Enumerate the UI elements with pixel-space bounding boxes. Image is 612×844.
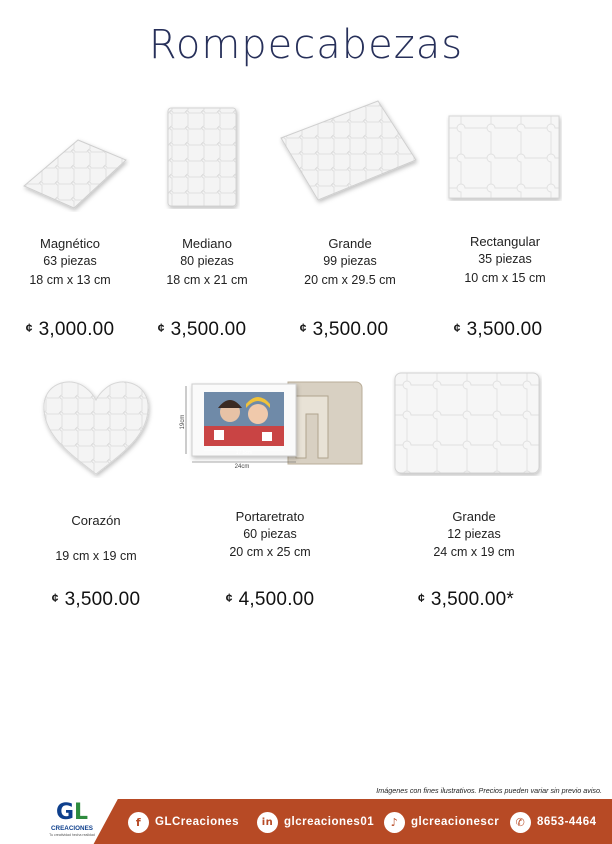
product-pieces: 35 piezas [478, 252, 532, 266]
linkedin-link[interactable] [257, 810, 374, 834]
product-pieces: 63 piezas [43, 254, 97, 268]
currency-symbol: ¢ [157, 321, 165, 335]
magnetic-puzzle-image [18, 128, 130, 212]
page-title: Rompecabezas [148, 22, 464, 68]
large-12-piece-puzzle-image [392, 370, 542, 476]
price-value: 3,500.00 [64, 589, 141, 610]
product-price [274, 319, 414, 341]
whatsapp-number: 8653-4464 [537, 816, 597, 828]
currency-symbol: ¢ [51, 591, 59, 605]
tiktok-link[interactable] [384, 810, 499, 834]
facebook-icon: f [128, 812, 149, 833]
currency-symbol: ¢ [225, 591, 233, 605]
product-name: Grande [328, 236, 372, 251]
product-price [396, 589, 536, 611]
linkedin-icon: in [257, 812, 278, 833]
product-price [0, 319, 140, 341]
price-value: 3,500.00 [312, 319, 389, 340]
price-value: 4,500.00 [238, 589, 315, 610]
product-price [428, 319, 568, 341]
product-name: Grande [452, 509, 496, 524]
large-puzzle-image [278, 98, 420, 208]
heart-puzzle-image [38, 374, 154, 478]
disclaimer-text: Imágenes con fines ilustrativos. Precios pueden variar sin previo aviso. [376, 786, 602, 795]
currency-symbol: ¢ [417, 591, 425, 605]
tiktok-handle: glcreacionescr [411, 816, 500, 828]
product-name: Portaretrato [235, 509, 305, 524]
currency-symbol: ¢ [453, 321, 461, 335]
product-pieces: 80 piezas [180, 254, 234, 268]
brand-logo [48, 800, 96, 840]
medium-puzzle-image [164, 105, 240, 209]
product-price [200, 589, 340, 611]
whatsapp-icon: ✆ [510, 812, 531, 833]
product-name: Magnético [40, 236, 100, 251]
facebook-link[interactable] [128, 810, 239, 834]
product-name: Rectangular [469, 234, 541, 249]
currency-symbol: ¢ [299, 321, 307, 335]
product-name: Mediano [182, 236, 232, 251]
product-size: 19 cm x 19 cm [55, 549, 137, 563]
logo-tagline: Tu creatividad hecha realidad [49, 833, 95, 837]
photo-frame-puzzle-image [178, 378, 364, 470]
product-size: 20 cm x 25 cm [229, 545, 311, 559]
product-price [132, 319, 272, 341]
whatsapp-link[interactable] [510, 810, 597, 834]
product-size: 18 cm x 21 cm [166, 273, 248, 287]
product-pieces: 12 piezas [447, 527, 501, 541]
product-size: 24 cm x 19 cm [433, 545, 515, 559]
price-value: 3,500.00 [170, 319, 247, 340]
rectangular-puzzle-image [446, 113, 562, 201]
product-price [26, 589, 166, 611]
currency-symbol: ¢ [25, 321, 33, 335]
frame-height-label: 19cm [180, 414, 186, 430]
product-size: 18 cm x 13 cm [29, 273, 111, 287]
product-size: 10 cm x 15 cm [464, 271, 546, 285]
price-value: 3,500.00 [466, 319, 543, 340]
linkedin-handle: glcreaciones01 [284, 816, 375, 828]
facebook-handle: GLCreaciones [155, 816, 239, 828]
price-value: 3,000.00 [38, 319, 115, 340]
price-value: 3,500.00* [430, 589, 515, 610]
logo-mark: GL [55, 800, 89, 825]
logo-name: CREACIONES [51, 825, 93, 832]
product-name: Corazón [71, 513, 121, 528]
frame-width-label: 24cm [234, 464, 250, 470]
product-size: 20 cm x 29.5 cm [304, 273, 396, 287]
product-pieces: 60 piezas [243, 527, 297, 541]
photo-width-label: 17.5cm [235, 450, 253, 456]
product-pieces: 99 piezas [323, 254, 377, 268]
tiktok-icon: ♪ [384, 812, 405, 833]
